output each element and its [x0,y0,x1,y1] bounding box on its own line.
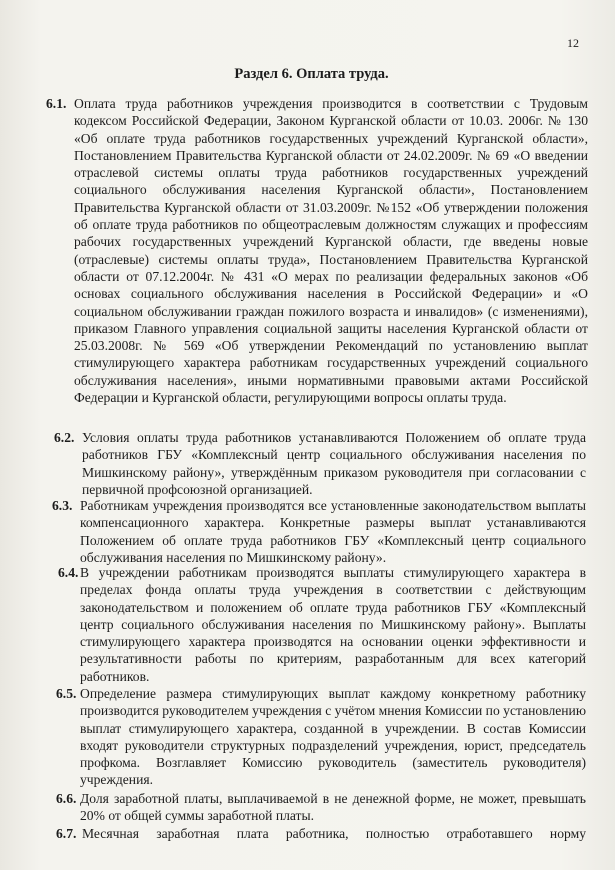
paragraph-text: Оплата труда работников учреждения производится в соответствии с Трудовым кодексом Российской Федерации, Законом Курганской области от 10.03. 2006г. № 130 «Об оплате труда работников государственных учреждений Курганской области», Постановлением Правительства Курганской области от 24.02.2009г. № 69 «О введении отраслевой системы оплаты труда работников государственных учреждений социального обслуживания населения Курганской области», Постановлением Правительства Курганской области от 31.03.2009г. №152 «Об утверждении положения об оплате труда работников по общеотраслевым должностям служащих и профессиям рабочих государственных учреждений Курганской области, где введены новые (отраслевые) системы оплаты труда», Постановлением Правительства Курганской области от 07.12.2004г. № 431 «О мерах по реализации федеральных законов «Об основах социального обслуживания населения в Российской Федерации» и «О социальном обслуживании граждан пожилого возраста и инвалидов» (с изменениями), приказом Главного управления социальной защиты населения Курганской области от 25.03.2008г. № 569 «Об утверждении Рекомендаций по установлению выплат стимулирующего характера работникам государственных учреждений социального обслуживания населения», иными нормативными правовыми актами Российской Федерации и Курганской области, регулирующими вопросы оплаты труда. [74,96,588,406]
paragraph-number: 6.1. [46,96,67,111]
paragraph-text: В учреждении работникам производятся выплаты стимулирующего характера в пределах фонда оплаты труда учреждения в соответствии с действующим законодательством и положением об оплате труда работников ГБУ «Комплексный центр социального обслуживания населения по Мишкинскому району». Выплаты стимулирующего характера производятся на основании оценки эффективности и результативности работы по критериям, разработанным для всех категорий работников. [80,565,586,684]
paragraph-6-6 [56,790,586,825]
paragraph-6-1 [46,95,588,406]
paragraph-number: 6.4. [58,565,79,580]
paragraph-number: 6.5. [56,686,77,701]
paragraph-6-2 [54,429,586,498]
paragraph-6-5 [56,685,586,789]
paragraph-text: Месячная заработная плата работника, полностью отработавшего норму [82,826,586,841]
paragraph-number: 6.2. [54,430,75,445]
page-number: 12 [567,36,579,50]
paragraph-number: 6.3. [52,498,73,513]
paragraph-text: Условия оплаты труда работников устанавливаются Положением об оплате труда работников ГБУ «Комплексный центр социального обслуживания населения по Мишкинскому району», утверждённым приказом руководителя при согласовании с первичной профсоюзной организацией. [82,430,586,497]
paragraph-6-7 [56,825,586,842]
section-title: Раздел 6. Оплата труда. [234,66,389,82]
paragraph-text: Доля заработной платы, выплачиваемой в не денежной форме, не может, превышать 20% от общей суммы заработной платы. [80,791,586,824]
paragraph-number: 6.6. [56,791,77,806]
paragraph-6-3 [52,497,586,566]
paragraph-6-4 [58,564,586,685]
paragraph-number: 6.7. [56,826,77,841]
paragraph-text: Работникам учреждения производятся все установленные законодательством выплаты компенсационного характера. Конкретные размеры выплат устанавливаются Положением об оплате труда работников ГБУ «Комплексный центр социального обслуживания населения по Мишкинскому району». [80,498,586,565]
paragraph-text: Определение размера стимулирующих выплат каждому конкретному работнику производится руководителем учреждения с учётом мнения Комиссии по установлению выплат стимулирующего характера, созданной в учреждении. В состав Комиссии входят руководители структурных подразделений учреждения, юрист, председатель профкома. Возглавляет Комиссию руководитель (заместитель руководителя) учреждения. [80,686,586,788]
